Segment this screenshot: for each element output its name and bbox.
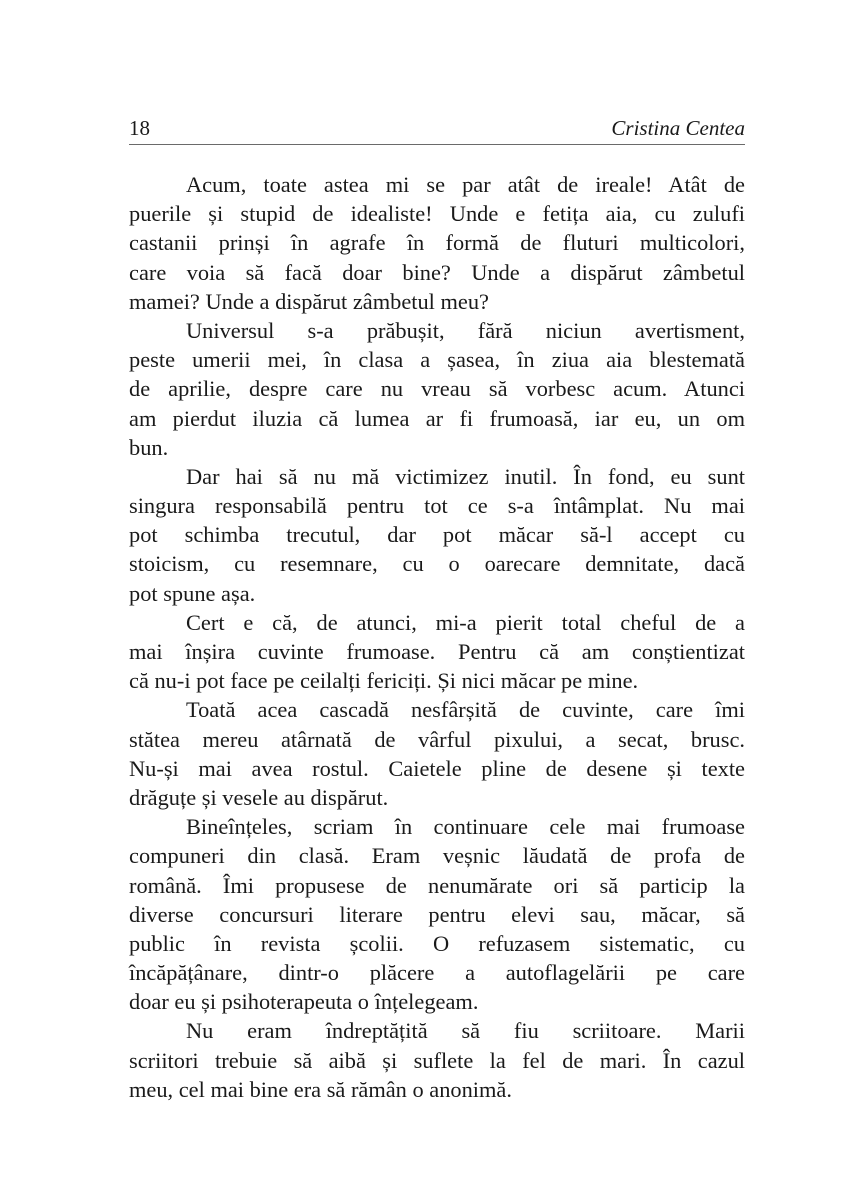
text-line: am pierdut iluzia că lumea ar fi frumoasă, iar eu, un om	[129, 405, 745, 431]
text-line: doar eu și psihoterapeuta o înțelegeam.	[129, 989, 479, 1015]
text-line: Acum, toate astea mi se par atât de ireale! Atât de	[186, 172, 745, 197]
text-line: de aprilie, despre care nu vreau să vorbesc acum. Atunci	[129, 376, 745, 402]
paragraph	[129, 812, 745, 1016]
text-line: pot schimba trecutul, dar pot măcar să-l accept cu	[129, 522, 745, 548]
text-line: diverse concursuri literare pentru elevi sau, măcar, să	[129, 901, 745, 927]
text-line: pot spune așa.	[129, 580, 256, 606]
text-line: care voia să facă doar bine? Unde a dispărut zâmbetul	[129, 259, 745, 285]
text-line: încăpățânare, dintr-o plăcere a autoflagelării pe care	[129, 960, 745, 986]
paragraph	[129, 1016, 745, 1104]
text-line: mai înșira cuvinte frumoase. Pentru că am conștientizat	[129, 639, 745, 664]
paragraph	[129, 608, 745, 696]
text-line: compuneri din clasă. Eram veșnic lăudată de profa de	[129, 843, 745, 869]
text-line: Toată acea cascadă nesfârșită de cuvinte, care îmi	[186, 697, 745, 723]
text-line: Universul s-a prăbușit, fără niciun avertisment,	[186, 317, 745, 343]
text-line: că nu-i pot face pe ceilalți fericiți. Și nici măcar pe mine.	[129, 668, 639, 694]
text-line: bun.	[129, 434, 169, 460]
text-line: puerile și stupid de idealiste! Unde e fetița aia, cu zulufi	[129, 201, 745, 227]
running-header	[129, 114, 745, 145]
paragraph	[129, 462, 745, 608]
text-line: Nu eram îndreptățită să fiu scriitoare. Marii	[186, 1018, 745, 1044]
paragraph	[129, 316, 745, 462]
text-line: stoicism, cu resemnare, cu o oarecare demnitate, dacă	[129, 551, 745, 577]
text-line: singura responsabilă pentru tot ce s-a întâmplat. Nu mai	[129, 493, 745, 519]
text-line: castanii prinși în agrafe în formă de fluturi multicolori,	[129, 230, 745, 256]
text-line: română. Îmi propusese de nenumărate ori să particip la	[129, 872, 745, 898]
body-text	[129, 170, 745, 1104]
text-line: Bineînțeles, scriam în continuare cele mai frumoase	[186, 814, 745, 840]
page-number: 18	[129, 116, 150, 140]
text-line: mamei? Unde a dispărut zâmbetul meu?	[129, 288, 489, 314]
text-line: public în revista școlii. O refuzasem sistematic, cu	[129, 930, 745, 956]
text-line: meu, cel mai bine era să rămân o anonimă.	[129, 1076, 512, 1102]
text-line: peste umerii mei, în clasa a șasea, în ziua aia blestemată	[129, 347, 745, 373]
text-line: Dar hai să nu mă victimizez inutil. În fond, eu sunt	[186, 463, 745, 489]
text-line: drăguțe și vesele au dispărut.	[129, 784, 389, 810]
author-name: Cristina Centea	[611, 116, 745, 140]
text-line: scriitori trebuie să aibă și suflete la fel de mari. În cazul	[129, 1047, 745, 1073]
paragraph	[129, 695, 745, 812]
paragraph	[129, 170, 745, 316]
text-line: Cert e că, de atunci, mi-a pierit total cheful de a	[186, 609, 745, 635]
text-line: Nu-și mai avea rostul. Caietele pline de desene și texte	[129, 755, 745, 781]
text-line: stătea mereu atârnată de vârful pixului, a secat, brusc.	[129, 726, 745, 752]
